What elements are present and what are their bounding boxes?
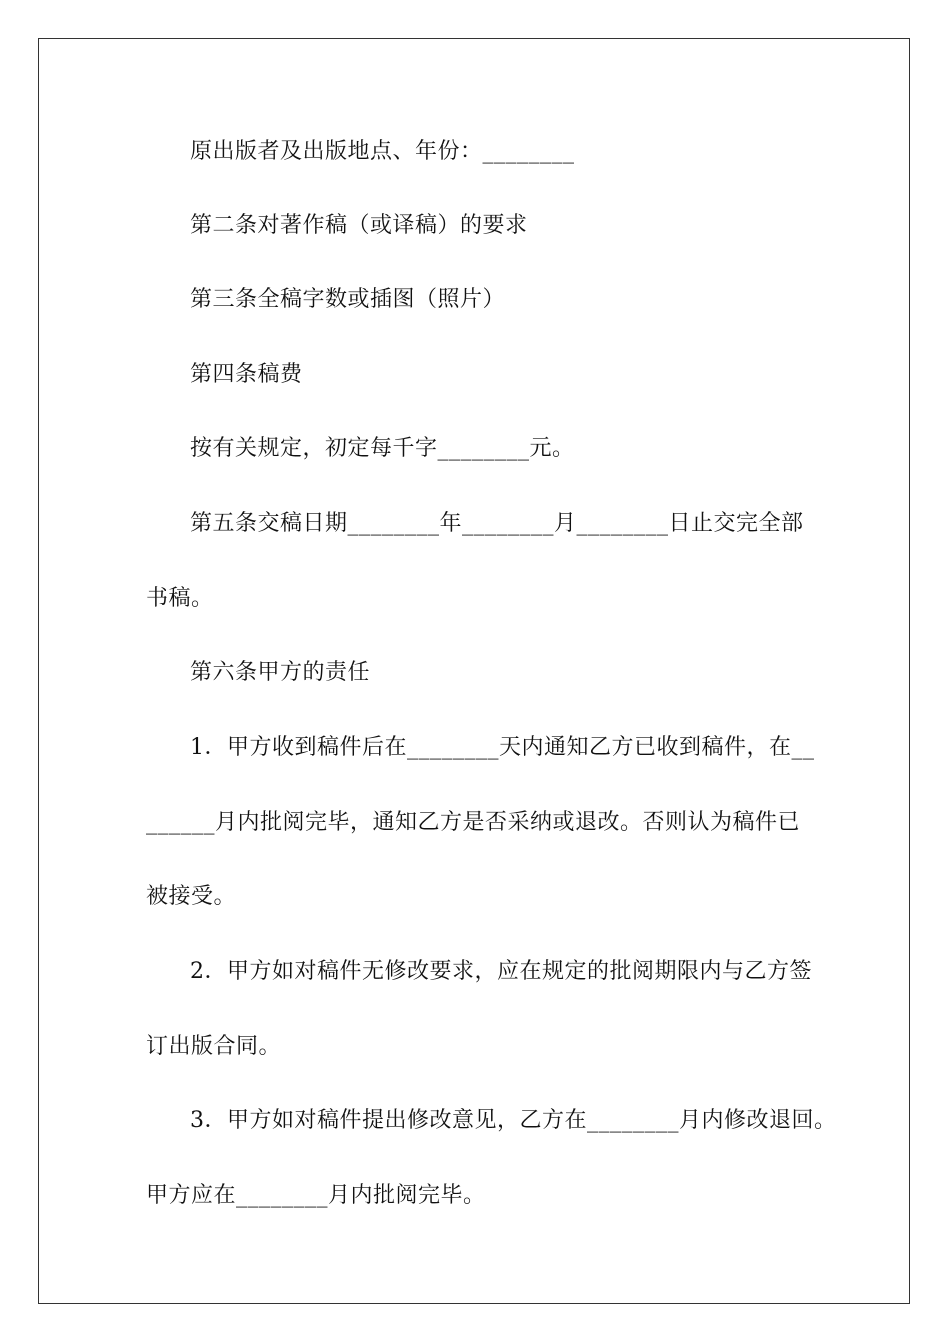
clause-1-line: 1．甲方收到稿件后在________天内通知乙方已收到稿件，在__ — [190, 735, 815, 760]
original-publisher-line: 原出版者及出版地点、年份：________ — [190, 139, 575, 164]
clause-1-continuation: ______月内批阅完毕，通知乙方是否采纳或退改。否则认为稿件已 — [146, 810, 801, 835]
clause-1-end: 被接受。 — [146, 884, 237, 909]
article-4-heading: 第四条稿费 — [190, 362, 303, 387]
clause-2-continuation: 订出版合同。 — [146, 1034, 282, 1059]
article-6-heading: 第六条甲方的责任 — [190, 660, 371, 685]
clause-3-line: 3．甲方如对稿件提出修改意见，乙方在________月内修改退回。 — [190, 1108, 837, 1133]
clause-2-line: 2．甲方如对稿件无修改要求，应在规定的批阅期限内与乙方签 — [190, 959, 812, 984]
article-2-heading: 第二条对著作稿（或译稿）的要求 — [190, 213, 528, 238]
article-5-continuation: 书稿。 — [146, 586, 214, 611]
article-3-heading: 第三条全稿字数或插图（照片） — [190, 287, 506, 312]
royalty-rate-line: 按有关规定，初定每千字________元。 — [190, 436, 575, 461]
clause-3-continuation: 甲方应在________月内批阅完毕。 — [146, 1183, 486, 1208]
article-5-line: 第五条交稿日期________年________月________日止交完全部 — [190, 511, 804, 536]
